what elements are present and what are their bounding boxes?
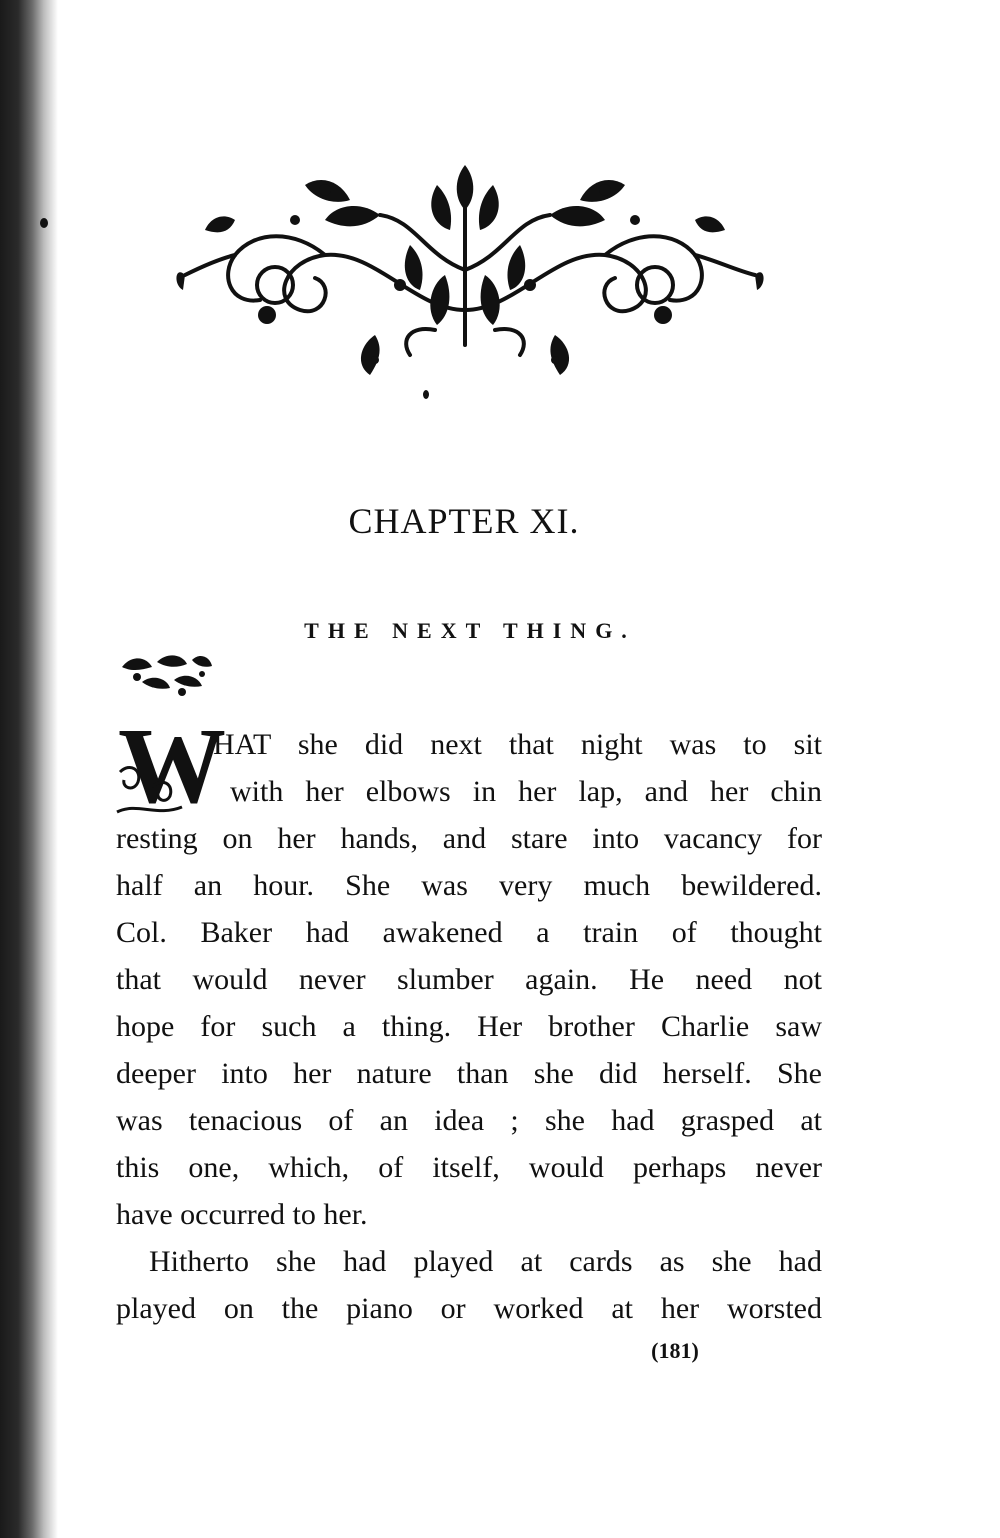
- text-line: resting on her hands, and stare into vacancy for: [116, 822, 822, 855]
- text-line: Col. Baker had awakened a train of thought: [116, 916, 822, 949]
- text-line: this one, which, of itself, would perhaps never: [116, 1151, 822, 1184]
- text-line: hope for such a thing. Her brother Charlie saw: [116, 1010, 822, 1043]
- ink-speck: [40, 218, 48, 228]
- chapter-title: CHAPTER XI.: [348, 501, 580, 541]
- page-number: (181): [651, 1338, 699, 1363]
- floral-headpiece-ornament: [175, 160, 765, 400]
- text-line: have occurred to her.: [116, 1198, 368, 1231]
- text-line: Hitherto she had played at cards as she had: [149, 1245, 822, 1278]
- text-line: that would never slumber again. He need not: [116, 963, 822, 996]
- text-line: played on the piano or worked at her worsted: [116, 1292, 822, 1325]
- text-line: was tenacious of an idea ; she had grasped at: [116, 1104, 822, 1137]
- text-line: deeper into her nature than she did herself. She: [116, 1057, 822, 1090]
- chapter-subtitle: THE NEXT THING.: [304, 618, 636, 643]
- text-line: with her elbows in her lap, and her chin: [230, 775, 822, 808]
- ornamental-drop-cap: [112, 652, 226, 826]
- text-line: HAT she did next that night was to sit: [213, 728, 822, 761]
- page-gutter-shadow: [0, 0, 58, 1538]
- text-line: half an hour. She was very much bewildered.: [116, 869, 822, 902]
- drop-cap-letter: W: [118, 707, 226, 826]
